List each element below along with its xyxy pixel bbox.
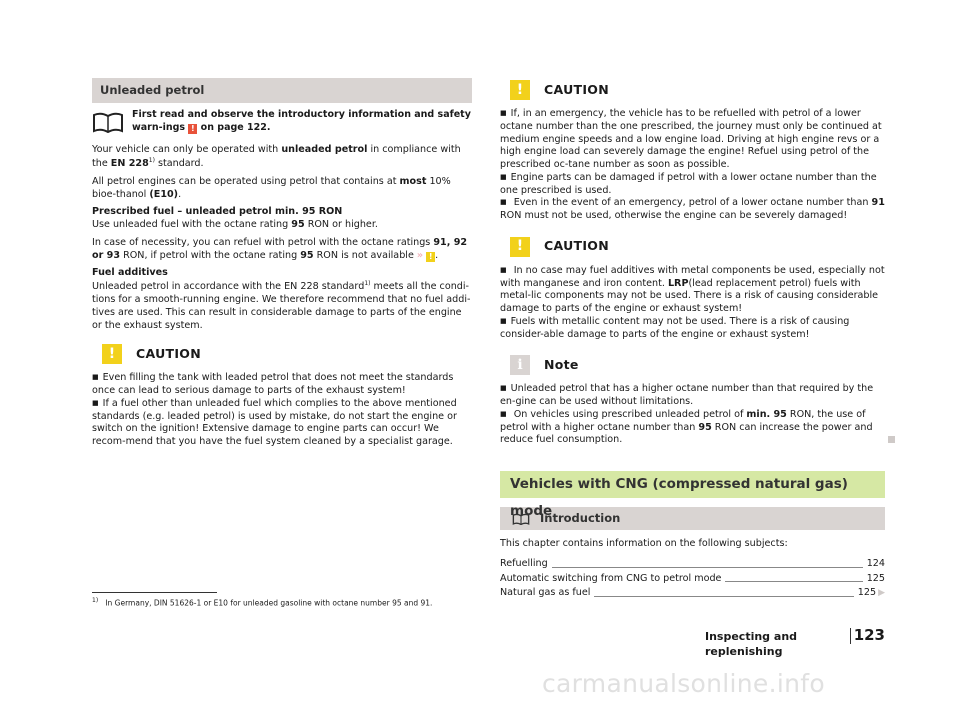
paragraph-fuel-additives: Fuel additives Unleaded petrol in accordance with the EN 228 standard$^{1)}$ meets all the condi-tions for a smooth-running engine. We therefore recommend that no fuel addi-tives are used. This can result in considerable damage to parts of the engine or the exhaust system. — [92, 267, 471, 331]
introduction-bar — [500, 507, 885, 530]
open-book-icon — [512, 513, 530, 525]
paragraph-bioethanol: All petrol engines can be operated using petrol that contains at most 10% bioe-thanol (E10). — [92, 175, 451, 200]
note-bullet: ■ Unleaded petrol that has a higher octane number than that required by the en-gine can be used without limitations. — [500, 383, 885, 409]
page-number: 123 — [853, 626, 885, 644]
intro-text: This chapter contains information on the following subjects: — [500, 538, 788, 549]
read-first-text: First read and observe the introductory information and safety warn-ings ! on page 122. — [132, 109, 471, 133]
caution-header — [500, 80, 885, 100]
note-title: Note — [544, 356, 579, 372]
caution-bullet: ■ If, in an emergency, the vehicle has to be refuelled with petrol of a lower octane number than the one prescribed, the journey must only be continued at medium engine speeds and a low engine load. Driving at high engine revs or a high engine load can severely damage the engine! Refuel using petrol of the prescribed oc-tane number as soon as possible. — [500, 108, 885, 172]
caution-bullet: ■ Even in the event of an emergency, petrol of a lower octane number than 91 RON must not be used, otherwise the engine can be severely damaged! — [500, 197, 885, 223]
caution-bullet: ■ Even filling the tank with leaded petrol that does not meet the standards once can lead to serious damage to parts of the exhaust system! — [92, 372, 472, 398]
section-title: Unleaded petrol — [92, 78, 472, 103]
cross-ref-arrow: » — [416, 249, 424, 261]
caution-title: CAUTION — [136, 346, 201, 362]
caution-icon: ! — [510, 80, 530, 100]
footnote: $^{1)}$ In Germany, DIN 51626-1 or E10 for unleaded gasoline with octane number 95 and 91. — [92, 597, 433, 608]
note-header — [500, 355, 885, 375]
caution-icon: ! — [510, 237, 530, 257]
caution-bullet: ■ If a fuel other than unleaded fuel which complies to the above mentioned standards (e.g. leaded petrol) is used by mistake, do not start the engine or switch on the ignition! Extensive damage to engine parts can occur! We recom-mend that you have the fuel system cleaned by a specialist garage. — [92, 398, 472, 449]
chapter-title: Vehicles with CNG (compressed natural gas) mode — [500, 471, 885, 498]
caution-header — [500, 237, 885, 257]
prescribed-fuel-heading: Prescribed fuel – unleaded petrol min. 95 RON — [92, 206, 343, 218]
info-icon: i — [510, 355, 530, 375]
caution-header — [92, 344, 472, 364]
left-column — [92, 78, 472, 449]
right-column — [500, 78, 885, 602]
section-end-mark — [888, 436, 895, 443]
paragraph-necessity: In case of necessity, you can refuel with petrol with the octane ratings 91, 92 or 93 RON, if petrol with the octane rating 95 RON is not available » ! . — [92, 236, 468, 261]
caution-title: CAUTION — [544, 81, 609, 97]
continue-arrow-icon: ▶ — [878, 588, 885, 599]
open-book-icon — [92, 111, 124, 133]
caution-icon: ! — [102, 344, 122, 364]
toc-item[interactable]: Natural gas as fuel 125 ▶ — [500, 587, 885, 599]
toc-item[interactable]: Automatic switching from CNG to petrol mode 125 — [500, 572, 885, 584]
introduction-title: Introduction — [540, 510, 621, 525]
page-footer — [705, 626, 885, 658]
caution-bullet: ■ Engine parts can be damaged if petrol with a lower octane number than the one prescribed is used. — [500, 172, 885, 198]
paragraph-unleaded: Your vehicle can only be operated with unleaded petrol in compliance with the EN 228$^{1)}$ standard. — [92, 144, 461, 170]
watermark: carmanualsonline.info — [542, 669, 825, 698]
read-first-notice — [92, 109, 472, 134]
caution-bullet: ■ Fuels with metallic content may not be used. There is a risk of causing consider-able damage to parts of the engine or exhaust system! — [500, 316, 885, 342]
caution-bullet: ■ In no case may fuel additives with metal components be used, especially not with manganese and iron content. LRP(lead replacement petrol) fuels with metal-lic components may not be used. There is a risk of causing considerable damage to parts of the engine or exhaust system! — [500, 265, 885, 316]
caution-title: CAUTION — [544, 238, 609, 254]
toc-list — [500, 558, 885, 600]
toc-item[interactable]: Refuelling 124 — [500, 557, 885, 569]
fuel-additives-heading: Fuel additives — [92, 267, 168, 279]
paragraph-prescribed-fuel: Prescribed fuel – unleaded petrol min. 95 RON Use unleaded fuel with the octane rating 95 RON or higher. — [92, 206, 378, 231]
caution-ref-icon: ! — [426, 252, 435, 262]
footer-chapter-title: Inspecting and replenishing — [705, 630, 798, 658]
footer-divider — [850, 628, 851, 644]
footnote-rule — [92, 592, 217, 593]
note-bullet: ■ On vehicles using prescribed unleaded petrol of min. 95 RON, the use of petrol with a higher octane number than 95 RON can increase the power and reduce fuel consumption. — [500, 409, 885, 447]
warning-icon: ! — [188, 124, 197, 134]
